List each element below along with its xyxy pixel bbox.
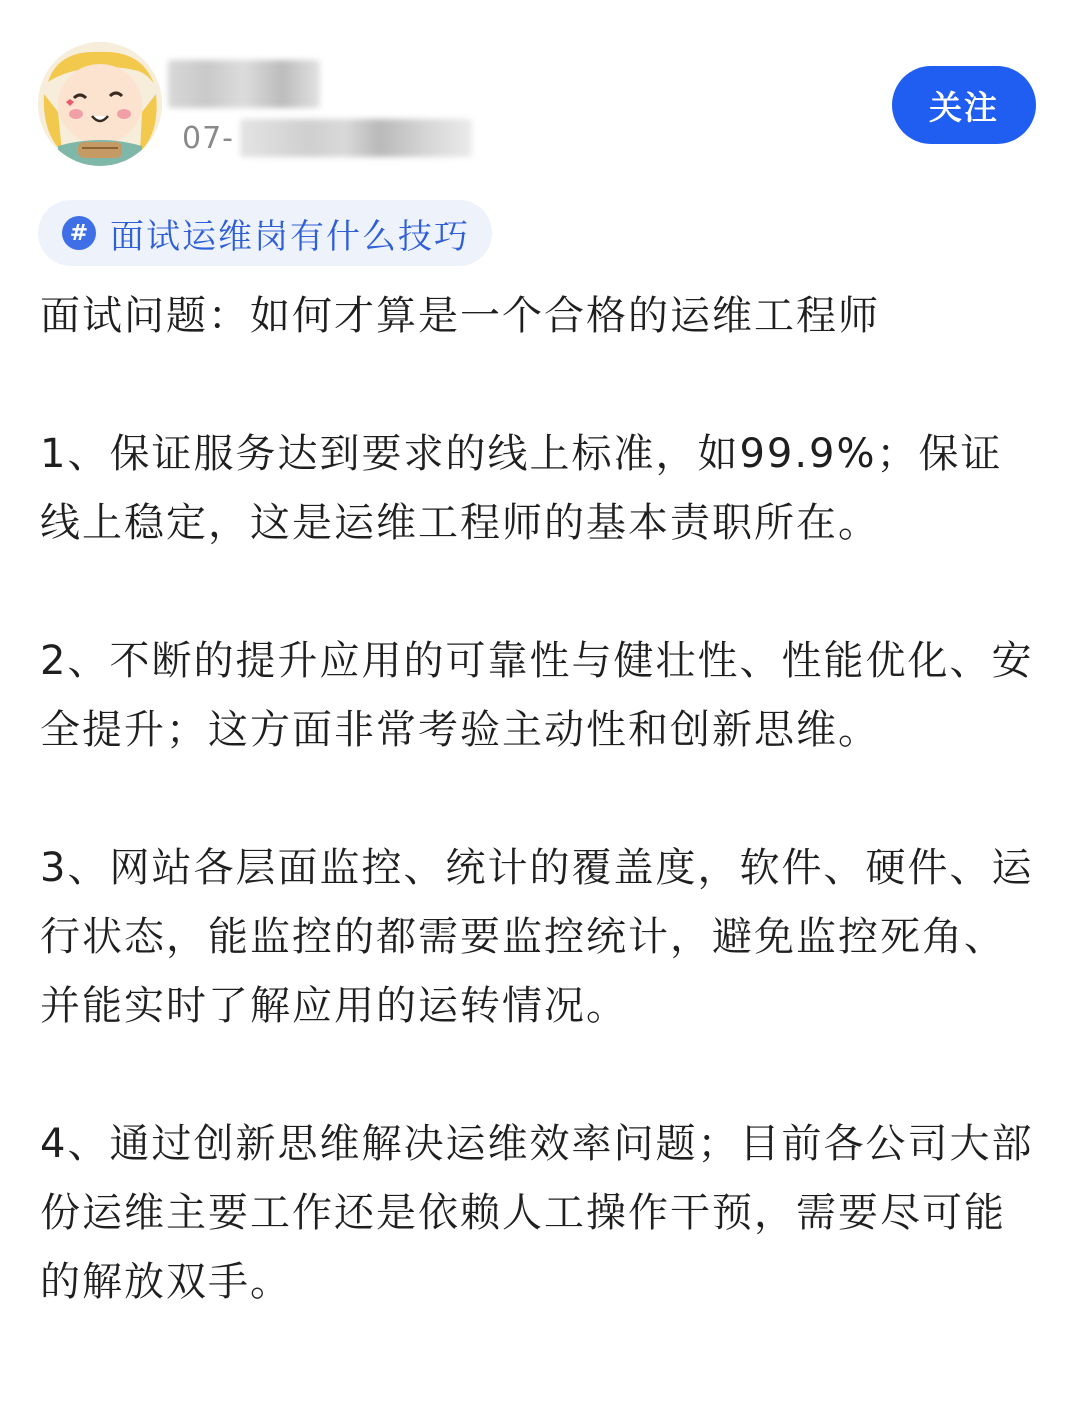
post-time (182, 116, 472, 160)
post-content (40, 282, 1040, 1317)
post-time-redacted (240, 119, 472, 157)
avatar[interactable] (38, 42, 162, 166)
post-point-1: 1、保证服务达到要求的线上标准，如99.9%；保证线上稳定，这是运维工程师的基本责职所在。 (40, 431, 1003, 546)
post-question: 面试问题：如何才算是一个合格的运维工程师 (40, 293, 880, 339)
post-point-4: 4、通过创新思维解决运维效率问题；目前各公司大部份运维主要工作还是依赖人工操作干预，需要尽可能的解放双手。 (40, 1121, 1034, 1305)
post-point-2: 2、不断的提升应用的可靠性与健壮性、性能优化、安全提升；这方面非常考验主动性和创新思维。 (40, 638, 1034, 753)
username-redacted (168, 60, 320, 108)
topic-tag[interactable] (38, 200, 492, 266)
avatar-cartoon-icon (38, 42, 162, 166)
post-header (0, 0, 1080, 190)
topic-label: 面试运维岗有什么技巧 (110, 216, 470, 257)
post-point-3: 3、网站各层面监控、统计的覆盖度，软件、硬件、运行状态，能监控的都需要监控统计，避免监控死角、并能实时了解应用的运转情况。 (40, 845, 1034, 1029)
hashtag-icon: # (62, 216, 96, 250)
follow-button[interactable]: 关注 (892, 66, 1036, 144)
post-time-prefix: 07- (182, 120, 234, 156)
